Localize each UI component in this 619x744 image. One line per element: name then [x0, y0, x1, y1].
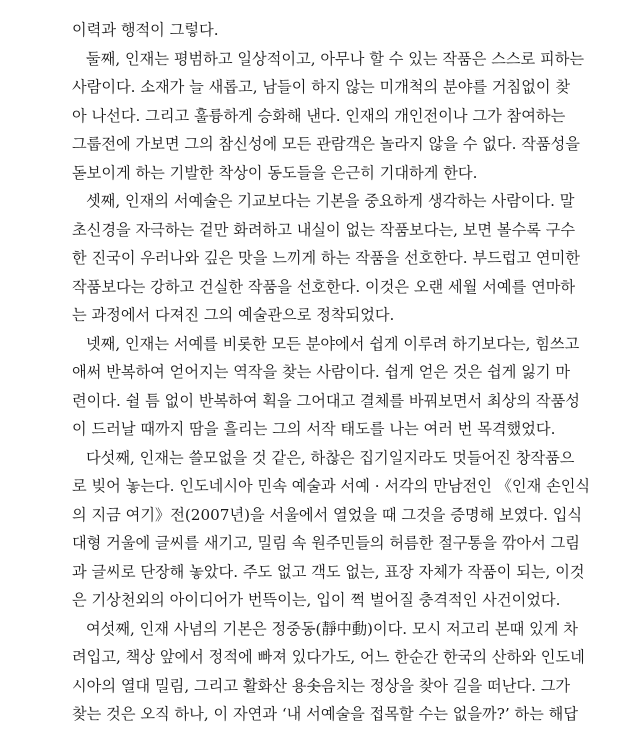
- text-line: 아 나선다. 그리고 훌륭하게 승화해 낸다. 인재의 개인전이나 그가 참여하는: [72, 107, 566, 125]
- text-line: 사람이다. 소재가 늘 새롭고, 남들이 하지 않는 미개척의 분야를 거침없이 찾: [72, 78, 571, 96]
- text-line: 는 과정에서 다져진 그의 예술관으로 정착되었다.: [72, 306, 395, 324]
- text-line: 이 드러날 때까지 땀을 흘리는 그의 서작 태도를 나는 여러 번 목격했었다.: [72, 420, 556, 438]
- text-line: 은 기상천외의 아이디어가 번뜩이는, 입이 쩍 벌어질 충격적인 사건이었다.: [72, 591, 561, 609]
- text-line: 초신경을 자극하는 겉만 화려하고 내실이 없는 작품보다는, 보면 볼수록 구수: [72, 221, 576, 239]
- text-line: 대형 거울에 글씨를 새기고, 밀림 속 원주민들의 허름한 절구통을 깎아서 그림: [72, 534, 580, 552]
- text-line: 이력과 행적이 그렇다.: [72, 21, 219, 39]
- paragraph-start-line: 둘째, 인재는 평범하고 일상적이고, 아무나 할 수 있는 작품은 스스로 피하는: [86, 50, 585, 68]
- text-line: 한 진국이 우러나와 깊은 맛을 느끼게 하는 작품을 선호한다. 부드럽고 연미한: [72, 249, 580, 267]
- text-line: 로 빚어 놓는다. 인도네시아 민속 예술과 서예 · 서각의 만남전인 《인재 손인식: [72, 477, 591, 495]
- text-line: 돋보이게 하는 기발한 착상이 동도들을 은근히 기대하게 한다.: [72, 164, 478, 182]
- text-line: 련이다. 쉴 틈 없이 반복하여 획을 그어대고 결체를 바꿔보면서 최상의 작품성: [72, 392, 580, 410]
- paragraph-start-line: 다섯째, 인재는 쓸모없을 것 같은, 하찮은 집기일지라도 멋들어진 창작품으: [86, 449, 575, 467]
- paragraph-start-line: 여섯째, 인재 사념의 기본은 정중동(靜中動)이다. 모시 저고리 본때 있게 차: [86, 620, 578, 638]
- text-line: 찾는 것은 오직 하나, 이 자연과 ‘내 서예술을 접목할 수는 없을까?’ 하는 해답: [72, 705, 579, 723]
- text-line: 애써 반복하여 얻어지는 역작을 찾는 사람이다. 쉽게 얻은 것은 쉽게 잃기 마: [72, 363, 571, 381]
- text-line: 과 글씨로 단장해 놓았다. 주도 없고 객도 없는, 표장 자체가 작품이 되는, 이것: [72, 563, 585, 581]
- paragraph-start-line: 셋째, 인재의 서예술은 기교보다는 기본을 중요하게 생각하는 사람이다. 말: [86, 192, 575, 210]
- text-line: 려입고, 책상 앞에서 정적에 빠져 있다가도, 어느 한순간 한국의 산하와 인도네: [72, 648, 585, 666]
- paragraph-start-line: 넷째, 인재는 서예를 비롯한 모든 분야에서 쉽게 이루려 하기보다는, 힘쓰고: [86, 335, 580, 353]
- text-line: 그룹전에 가보면 그의 참신성에 모든 관람객은 놀라지 않을 수 없다. 작품성을: [72, 135, 580, 153]
- text-line: 시아의 열대 밀림, 그리고 활화산 용솟음치는 정상을 찾아 길을 떠난다. 그가: [72, 677, 571, 695]
- text-line: 의 지금 여기》전(2007년)을 서울에서 열었을 때 그것을 증명해 보였다. 입식: [72, 506, 583, 524]
- text-line: 작품보다는 강하고 건실한 작품을 선호한다. 이것은 오랜 세월 서예를 연마하: [72, 278, 576, 296]
